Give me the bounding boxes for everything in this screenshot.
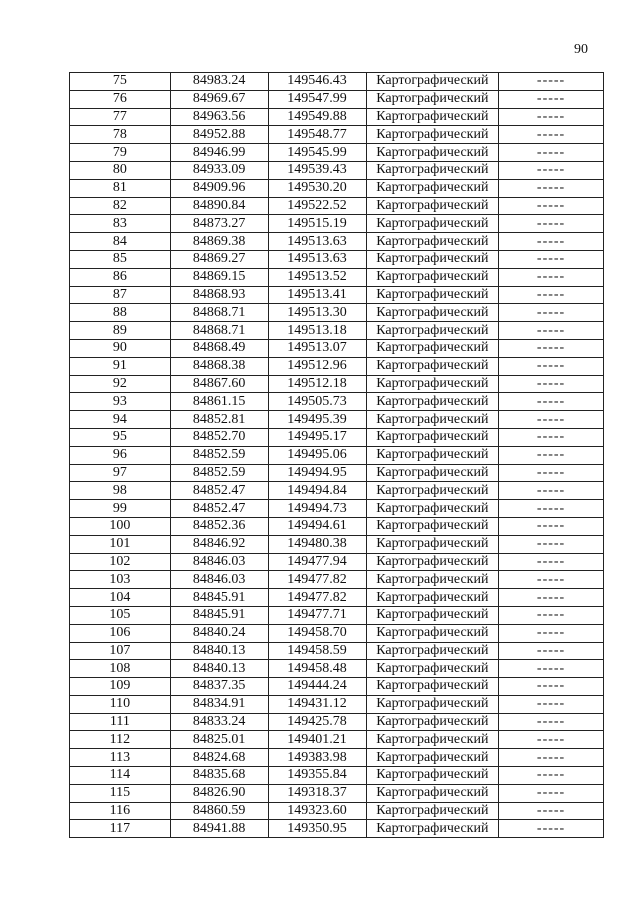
table-row bbox=[70, 304, 604, 322]
method-cell: Картографический bbox=[366, 108, 499, 126]
x-coordinate-cell: 84846.92 bbox=[170, 535, 268, 553]
y-coordinate-cell: 149458.70 bbox=[268, 624, 366, 642]
note-cell: ----- bbox=[499, 660, 604, 678]
note-cell: ----- bbox=[499, 73, 604, 91]
x-coordinate-cell: 84845.91 bbox=[170, 589, 268, 607]
table-row bbox=[70, 535, 604, 553]
x-coordinate-cell: 84852.81 bbox=[170, 411, 268, 429]
point-number-cell: 94 bbox=[70, 411, 171, 429]
table-row bbox=[70, 695, 604, 713]
method-cell: Картографический bbox=[366, 535, 499, 553]
table-row bbox=[70, 393, 604, 411]
table-row bbox=[70, 428, 604, 446]
y-coordinate-cell: 149477.82 bbox=[268, 589, 366, 607]
method-cell: Картографический bbox=[366, 749, 499, 767]
point-number-cell: 116 bbox=[70, 802, 171, 820]
method-cell: Картографический bbox=[366, 322, 499, 340]
table-row bbox=[70, 126, 604, 144]
method-cell: Картографический bbox=[366, 90, 499, 108]
table-row bbox=[70, 446, 604, 464]
x-coordinate-cell: 84952.88 bbox=[170, 126, 268, 144]
x-coordinate-cell: 84868.49 bbox=[170, 339, 268, 357]
y-coordinate-cell: 149505.73 bbox=[268, 393, 366, 411]
y-coordinate-cell: 149494.84 bbox=[268, 482, 366, 500]
note-cell: ----- bbox=[499, 90, 604, 108]
x-coordinate-cell: 84868.71 bbox=[170, 304, 268, 322]
table-row bbox=[70, 820, 604, 838]
y-coordinate-cell: 149477.94 bbox=[268, 553, 366, 571]
point-number-cell: 89 bbox=[70, 322, 171, 340]
point-number-cell: 110 bbox=[70, 695, 171, 713]
point-number-cell: 102 bbox=[70, 553, 171, 571]
note-cell: ----- bbox=[499, 606, 604, 624]
note-cell: ----- bbox=[499, 268, 604, 286]
x-coordinate-cell: 84867.60 bbox=[170, 375, 268, 393]
note-cell: ----- bbox=[499, 428, 604, 446]
table-row bbox=[70, 90, 604, 108]
note-cell: ----- bbox=[499, 250, 604, 268]
table-row bbox=[70, 553, 604, 571]
table-row bbox=[70, 784, 604, 802]
x-coordinate-cell: 84941.88 bbox=[170, 820, 268, 838]
y-coordinate-cell: 149546.43 bbox=[268, 73, 366, 91]
x-coordinate-cell: 84834.91 bbox=[170, 695, 268, 713]
note-cell: ----- bbox=[499, 500, 604, 518]
point-number-cell: 80 bbox=[70, 161, 171, 179]
note-cell: ----- bbox=[499, 126, 604, 144]
y-coordinate-cell: 149355.84 bbox=[268, 767, 366, 785]
y-coordinate-cell: 149318.37 bbox=[268, 784, 366, 802]
method-cell: Картографический bbox=[366, 393, 499, 411]
table-row bbox=[70, 749, 604, 767]
x-coordinate-cell: 84840.24 bbox=[170, 624, 268, 642]
x-coordinate-cell: 84946.99 bbox=[170, 144, 268, 162]
x-coordinate-cell: 84860.59 bbox=[170, 802, 268, 820]
table-row bbox=[70, 250, 604, 268]
point-number-cell: 81 bbox=[70, 179, 171, 197]
y-coordinate-cell: 149495.06 bbox=[268, 446, 366, 464]
table-row bbox=[70, 767, 604, 785]
table-row bbox=[70, 500, 604, 518]
x-coordinate-cell: 84868.38 bbox=[170, 357, 268, 375]
point-number-cell: 95 bbox=[70, 428, 171, 446]
y-coordinate-cell: 149458.48 bbox=[268, 660, 366, 678]
point-number-cell: 97 bbox=[70, 464, 171, 482]
table-row bbox=[70, 108, 604, 126]
x-coordinate-cell: 84833.24 bbox=[170, 713, 268, 731]
y-coordinate-cell: 149513.63 bbox=[268, 250, 366, 268]
note-cell: ----- bbox=[499, 144, 604, 162]
x-coordinate-cell: 84969.67 bbox=[170, 90, 268, 108]
x-coordinate-cell: 84869.27 bbox=[170, 250, 268, 268]
method-cell: Картографический bbox=[366, 233, 499, 251]
y-coordinate-cell: 149545.99 bbox=[268, 144, 366, 162]
y-coordinate-cell: 149495.17 bbox=[268, 428, 366, 446]
table-row bbox=[70, 482, 604, 500]
method-cell: Картографический bbox=[366, 606, 499, 624]
note-cell: ----- bbox=[499, 375, 604, 393]
point-number-cell: 92 bbox=[70, 375, 171, 393]
method-cell: Картографический bbox=[366, 250, 499, 268]
point-number-cell: 86 bbox=[70, 268, 171, 286]
note-cell: ----- bbox=[499, 304, 604, 322]
y-coordinate-cell: 149495.39 bbox=[268, 411, 366, 429]
note-cell: ----- bbox=[499, 802, 604, 820]
x-coordinate-cell: 84840.13 bbox=[170, 642, 268, 660]
y-coordinate-cell: 149444.24 bbox=[268, 678, 366, 696]
table-row bbox=[70, 233, 604, 251]
x-coordinate-cell: 84890.84 bbox=[170, 197, 268, 215]
y-coordinate-cell: 149323.60 bbox=[268, 802, 366, 820]
table-row bbox=[70, 286, 604, 304]
method-cell: Картографический bbox=[366, 695, 499, 713]
x-coordinate-cell: 84933.09 bbox=[170, 161, 268, 179]
x-coordinate-cell: 84963.56 bbox=[170, 108, 268, 126]
point-number-cell: 113 bbox=[70, 749, 171, 767]
note-cell: ----- bbox=[499, 233, 604, 251]
table-row bbox=[70, 660, 604, 678]
method-cell: Картографический bbox=[366, 482, 499, 500]
note-cell: ----- bbox=[499, 108, 604, 126]
x-coordinate-cell: 84868.93 bbox=[170, 286, 268, 304]
point-number-cell: 83 bbox=[70, 215, 171, 233]
method-cell: Картографический bbox=[366, 339, 499, 357]
point-number-cell: 115 bbox=[70, 784, 171, 802]
x-coordinate-cell: 84909.96 bbox=[170, 179, 268, 197]
x-coordinate-cell: 84869.38 bbox=[170, 233, 268, 251]
point-number-cell: 78 bbox=[70, 126, 171, 144]
note-cell: ----- bbox=[499, 179, 604, 197]
method-cell: Картографический bbox=[366, 357, 499, 375]
method-cell: Картографический bbox=[366, 286, 499, 304]
y-coordinate-cell: 149513.30 bbox=[268, 304, 366, 322]
table-row bbox=[70, 589, 604, 607]
point-number-cell: 106 bbox=[70, 624, 171, 642]
y-coordinate-cell: 149477.71 bbox=[268, 606, 366, 624]
point-number-cell: 90 bbox=[70, 339, 171, 357]
note-cell: ----- bbox=[499, 411, 604, 429]
method-cell: Картографический bbox=[366, 411, 499, 429]
method-cell: Картографический bbox=[366, 802, 499, 820]
method-cell: Картографический bbox=[366, 767, 499, 785]
method-cell: Картографический bbox=[366, 464, 499, 482]
y-coordinate-cell: 149513.18 bbox=[268, 322, 366, 340]
method-cell: Картографический bbox=[366, 73, 499, 91]
table-row bbox=[70, 411, 604, 429]
point-number-cell: 76 bbox=[70, 90, 171, 108]
table-row bbox=[70, 73, 604, 91]
point-number-cell: 99 bbox=[70, 500, 171, 518]
table-row bbox=[70, 215, 604, 233]
table-row bbox=[70, 339, 604, 357]
note-cell: ----- bbox=[499, 464, 604, 482]
x-coordinate-cell: 84846.03 bbox=[170, 571, 268, 589]
note-cell: ----- bbox=[499, 589, 604, 607]
method-cell: Картографический bbox=[366, 215, 499, 233]
note-cell: ----- bbox=[499, 553, 604, 571]
y-coordinate-cell: 149549.88 bbox=[268, 108, 366, 126]
note-cell: ----- bbox=[499, 322, 604, 340]
page-number: 90 bbox=[574, 42, 588, 57]
note-cell: ----- bbox=[499, 695, 604, 713]
point-number-cell: 75 bbox=[70, 73, 171, 91]
point-number-cell: 111 bbox=[70, 713, 171, 731]
table-row bbox=[70, 161, 604, 179]
method-cell: Картографический bbox=[366, 446, 499, 464]
method-cell: Картографический bbox=[366, 820, 499, 838]
point-number-cell: 107 bbox=[70, 642, 171, 660]
x-coordinate-cell: 84869.15 bbox=[170, 268, 268, 286]
method-cell: Картографический bbox=[366, 304, 499, 322]
method-cell: Картографический bbox=[366, 660, 499, 678]
table-row bbox=[70, 357, 604, 375]
point-number-cell: 85 bbox=[70, 250, 171, 268]
note-cell: ----- bbox=[499, 731, 604, 749]
coordinates-table-body bbox=[70, 73, 604, 838]
x-coordinate-cell: 84852.47 bbox=[170, 482, 268, 500]
coordinates-table bbox=[69, 72, 604, 838]
y-coordinate-cell: 149513.63 bbox=[268, 233, 366, 251]
y-coordinate-cell: 149515.19 bbox=[268, 215, 366, 233]
x-coordinate-cell: 84861.15 bbox=[170, 393, 268, 411]
method-cell: Картографический bbox=[366, 500, 499, 518]
x-coordinate-cell: 84852.36 bbox=[170, 517, 268, 535]
x-coordinate-cell: 84845.91 bbox=[170, 606, 268, 624]
table-row bbox=[70, 322, 604, 340]
method-cell: Картографический bbox=[366, 144, 499, 162]
y-coordinate-cell: 149548.77 bbox=[268, 126, 366, 144]
x-coordinate-cell: 84983.24 bbox=[170, 73, 268, 91]
method-cell: Картографический bbox=[366, 126, 499, 144]
method-cell: Картографический bbox=[366, 642, 499, 660]
method-cell: Картографический bbox=[366, 375, 499, 393]
point-number-cell: 104 bbox=[70, 589, 171, 607]
y-coordinate-cell: 149350.95 bbox=[268, 820, 366, 838]
note-cell: ----- bbox=[499, 624, 604, 642]
x-coordinate-cell: 84835.68 bbox=[170, 767, 268, 785]
y-coordinate-cell: 149477.82 bbox=[268, 571, 366, 589]
note-cell: ----- bbox=[499, 357, 604, 375]
table-row bbox=[70, 678, 604, 696]
table-row bbox=[70, 179, 604, 197]
table-row bbox=[70, 375, 604, 393]
table-row bbox=[70, 713, 604, 731]
method-cell: Картографический bbox=[366, 784, 499, 802]
x-coordinate-cell: 84825.01 bbox=[170, 731, 268, 749]
x-coordinate-cell: 84852.47 bbox=[170, 500, 268, 518]
y-coordinate-cell: 149513.52 bbox=[268, 268, 366, 286]
point-number-cell: 91 bbox=[70, 357, 171, 375]
table-row bbox=[70, 144, 604, 162]
y-coordinate-cell: 149494.73 bbox=[268, 500, 366, 518]
table-row bbox=[70, 517, 604, 535]
note-cell: ----- bbox=[499, 678, 604, 696]
table-row bbox=[70, 802, 604, 820]
method-cell: Картографический bbox=[366, 571, 499, 589]
note-cell: ----- bbox=[499, 749, 604, 767]
method-cell: Картографический bbox=[366, 268, 499, 286]
note-cell: ----- bbox=[499, 571, 604, 589]
point-number-cell: 82 bbox=[70, 197, 171, 215]
x-coordinate-cell: 84852.59 bbox=[170, 464, 268, 482]
method-cell: Картографический bbox=[366, 678, 499, 696]
point-number-cell: 112 bbox=[70, 731, 171, 749]
method-cell: Картографический bbox=[366, 731, 499, 749]
method-cell: Картографический bbox=[366, 179, 499, 197]
note-cell: ----- bbox=[499, 482, 604, 500]
point-number-cell: 109 bbox=[70, 678, 171, 696]
point-number-cell: 88 bbox=[70, 304, 171, 322]
method-cell: Картографический bbox=[366, 428, 499, 446]
point-number-cell: 100 bbox=[70, 517, 171, 535]
y-coordinate-cell: 149513.07 bbox=[268, 339, 366, 357]
point-number-cell: 93 bbox=[70, 393, 171, 411]
point-number-cell: 79 bbox=[70, 144, 171, 162]
point-number-cell: 84 bbox=[70, 233, 171, 251]
x-coordinate-cell: 84824.68 bbox=[170, 749, 268, 767]
note-cell: ----- bbox=[499, 642, 604, 660]
note-cell: ----- bbox=[499, 767, 604, 785]
method-cell: Картографический bbox=[366, 197, 499, 215]
point-number-cell: 117 bbox=[70, 820, 171, 838]
table-row bbox=[70, 606, 604, 624]
note-cell: ----- bbox=[499, 784, 604, 802]
note-cell: ----- bbox=[499, 215, 604, 233]
method-cell: Картографический bbox=[366, 713, 499, 731]
x-coordinate-cell: 84852.70 bbox=[170, 428, 268, 446]
point-number-cell: 105 bbox=[70, 606, 171, 624]
y-coordinate-cell: 149522.52 bbox=[268, 197, 366, 215]
table-row bbox=[70, 731, 604, 749]
table-row bbox=[70, 464, 604, 482]
x-coordinate-cell: 84840.13 bbox=[170, 660, 268, 678]
point-number-cell: 98 bbox=[70, 482, 171, 500]
y-coordinate-cell: 149494.61 bbox=[268, 517, 366, 535]
method-cell: Картографический bbox=[366, 553, 499, 571]
method-cell: Картографический bbox=[366, 161, 499, 179]
note-cell: ----- bbox=[499, 446, 604, 464]
point-number-cell: 103 bbox=[70, 571, 171, 589]
table-row bbox=[70, 268, 604, 286]
y-coordinate-cell: 149458.59 bbox=[268, 642, 366, 660]
y-coordinate-cell: 149512.18 bbox=[268, 375, 366, 393]
point-number-cell: 114 bbox=[70, 767, 171, 785]
x-coordinate-cell: 84852.59 bbox=[170, 446, 268, 464]
note-cell: ----- bbox=[499, 393, 604, 411]
table-row bbox=[70, 624, 604, 642]
note-cell: ----- bbox=[499, 161, 604, 179]
y-coordinate-cell: 149383.98 bbox=[268, 749, 366, 767]
point-number-cell: 96 bbox=[70, 446, 171, 464]
point-number-cell: 87 bbox=[70, 286, 171, 304]
y-coordinate-cell: 149513.41 bbox=[268, 286, 366, 304]
table-row bbox=[70, 642, 604, 660]
method-cell: Картографический bbox=[366, 589, 499, 607]
y-coordinate-cell: 149401.21 bbox=[268, 731, 366, 749]
note-cell: ----- bbox=[499, 197, 604, 215]
method-cell: Картографический bbox=[366, 624, 499, 642]
table-row bbox=[70, 197, 604, 215]
note-cell: ----- bbox=[499, 713, 604, 731]
y-coordinate-cell: 149530.20 bbox=[268, 179, 366, 197]
note-cell: ----- bbox=[499, 535, 604, 553]
note-cell: ----- bbox=[499, 339, 604, 357]
x-coordinate-cell: 84826.90 bbox=[170, 784, 268, 802]
note-cell: ----- bbox=[499, 286, 604, 304]
note-cell: ----- bbox=[499, 820, 604, 838]
x-coordinate-cell: 84846.03 bbox=[170, 553, 268, 571]
y-coordinate-cell: 149539.43 bbox=[268, 161, 366, 179]
y-coordinate-cell: 149494.95 bbox=[268, 464, 366, 482]
y-coordinate-cell: 149425.78 bbox=[268, 713, 366, 731]
y-coordinate-cell: 149480.38 bbox=[268, 535, 366, 553]
point-number-cell: 77 bbox=[70, 108, 171, 126]
y-coordinate-cell: 149512.96 bbox=[268, 357, 366, 375]
point-number-cell: 108 bbox=[70, 660, 171, 678]
point-number-cell: 101 bbox=[70, 535, 171, 553]
x-coordinate-cell: 84868.71 bbox=[170, 322, 268, 340]
table-row bbox=[70, 571, 604, 589]
method-cell: Картографический bbox=[366, 517, 499, 535]
y-coordinate-cell: 149431.12 bbox=[268, 695, 366, 713]
x-coordinate-cell: 84837.35 bbox=[170, 678, 268, 696]
x-coordinate-cell: 84873.27 bbox=[170, 215, 268, 233]
y-coordinate-cell: 149547.99 bbox=[268, 90, 366, 108]
note-cell: ----- bbox=[499, 517, 604, 535]
